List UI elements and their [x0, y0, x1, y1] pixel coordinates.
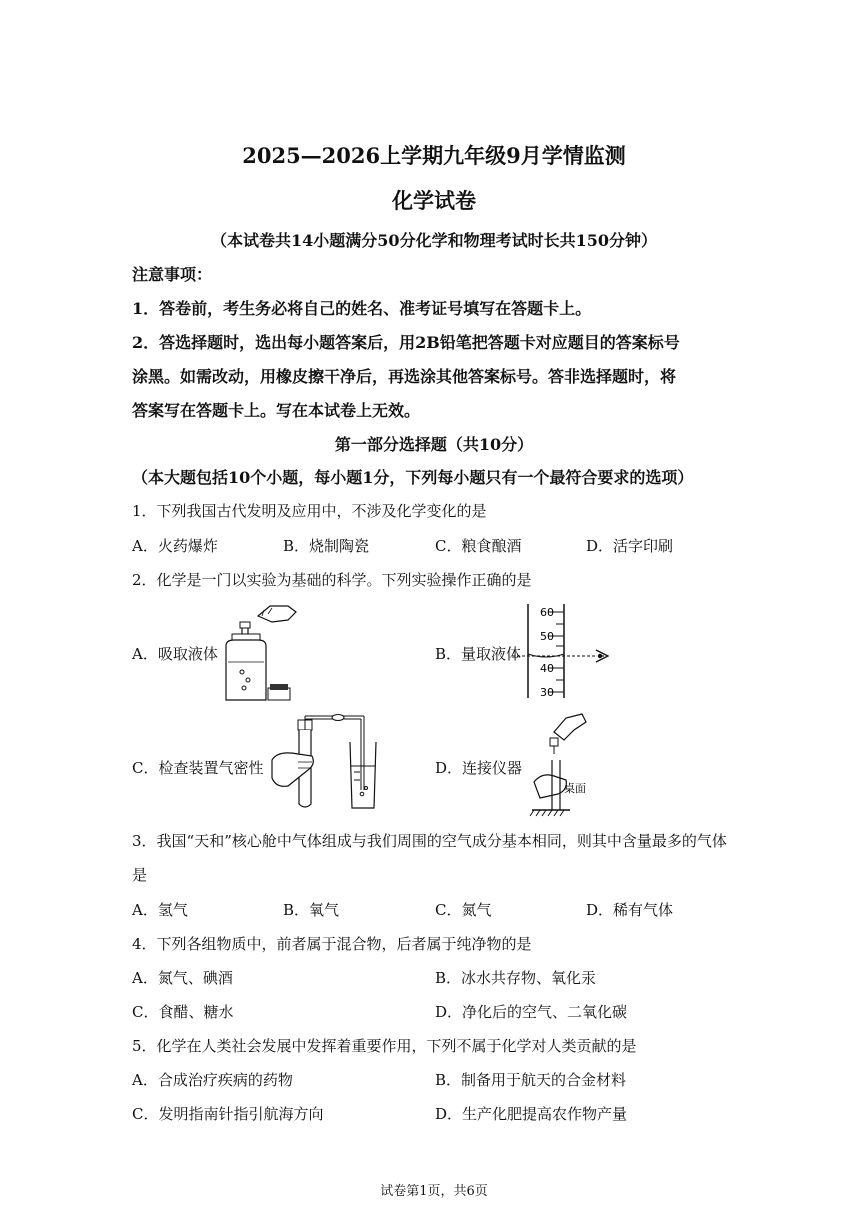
- cylinder-tick-50: 50: [540, 630, 554, 643]
- cylinder-tick-60: 60: [540, 606, 554, 619]
- question-3-option-a: A．氢气: [132, 901, 188, 919]
- question-5-option-a: A．合成治疗疾病的药物: [132, 1071, 293, 1089]
- question-3-option-c: C．氮气: [435, 901, 492, 919]
- question-3-stem-line-2: 是: [132, 866, 148, 884]
- question-4-option-c: C．食醋、糖水: [132, 1003, 234, 1021]
- question-1-option-a: A．火药爆炸: [132, 537, 218, 555]
- question-1-stem: 1．下列我国古代发明及应用中，不涉及化学变化的是: [132, 502, 487, 520]
- question-1-option-b: B．烧制陶瓷: [283, 537, 370, 555]
- question-2-option-d: D．连接仪器: [435, 759, 523, 777]
- question-5-option-b: B．制备用于航天的合金材料: [435, 1071, 627, 1089]
- section-instruction: （本大题包括10个小题，每小题1分，下列每小题只有一个最符合要求的选项）: [132, 468, 694, 487]
- question-2-option-c: C．检查装置气密性: [132, 759, 264, 777]
- notice-item-2-line-1: 2．答选择题时，选出每小题答案后，用2B铅笔把答题卡对应题目的答案标号: [132, 333, 680, 352]
- graduated-cylinder-figure: [520, 600, 620, 700]
- question-3-option-d: D．稀有气体: [586, 901, 674, 919]
- notice-item-2-line-3: 答案写在答题卡上。写在本试卷上无效。: [132, 401, 421, 420]
- notice-item-2-line-2: 涂黑。如需改动，用橡皮擦干净后，再选涂其他答案标号。答非选择题时，将: [132, 367, 677, 386]
- notice-heading: 注意事项：: [132, 265, 213, 284]
- dropper-bottle-figure: [218, 600, 300, 706]
- question-2-option-a: A．吸取液体: [132, 645, 218, 663]
- notice-item-1: 1．答卷前，考生务必将自己的姓名、准考证号填写在答题卡上。: [132, 299, 592, 318]
- exam-subtitle: 化学试卷: [392, 188, 476, 213]
- airtightness-check-figure: [268, 712, 376, 812]
- question-4-option-a: A．氮气、碘酒: [132, 969, 233, 987]
- question-3-stem-line-1: 3．我国“天和”核心舱中气体组成与我们周围的空气成分基本相同，则其中含量最多的气体: [132, 832, 727, 850]
- exam-note: （本试卷共14小题满分50分化学和物理考试时长共150分钟）: [211, 231, 657, 250]
- cylinder-tick-40: 40: [540, 662, 554, 675]
- question-1-option-d: D．活字印刷: [586, 537, 674, 555]
- section-title: 第一部分选择题（共10分）: [334, 435, 534, 454]
- question-4-option-d: D．净化后的空气、二氧化碳: [435, 1003, 628, 1021]
- connect-apparatus-figure: [530, 710, 600, 820]
- exam-title: 2025—2026上学期九年级9月学情监测: [242, 143, 626, 168]
- question-2-stem: 2．化学是一门以实验为基础的科学。下列实验操作正确的是: [132, 571, 532, 589]
- question-5-option-d: D．生产化肥提高农作物产量: [435, 1105, 628, 1123]
- question-1-option-c: C．粮食酿酒: [435, 537, 522, 555]
- question-4-option-b: B．冰水共存物、氧化汞: [435, 969, 597, 987]
- question-4-stem: 4．下列各组物质中，前者属于混合物，后者属于纯净物的是: [132, 935, 532, 953]
- cylinder-tick-30: 30: [540, 686, 554, 699]
- table-label: 桌面: [564, 782, 586, 795]
- question-2-option-b: B．量取液体: [435, 645, 522, 663]
- question-3-option-b: B．氧气: [283, 901, 340, 919]
- question-5-stem: 5．化学在人类社会发展中发挥着重要作用，下列不属于化学对人类贡献的是: [132, 1037, 637, 1055]
- page-footer: 试卷第1页，共6页: [380, 1184, 488, 1199]
- question-5-option-c: C．发明指南针指引航海方向: [132, 1105, 324, 1123]
